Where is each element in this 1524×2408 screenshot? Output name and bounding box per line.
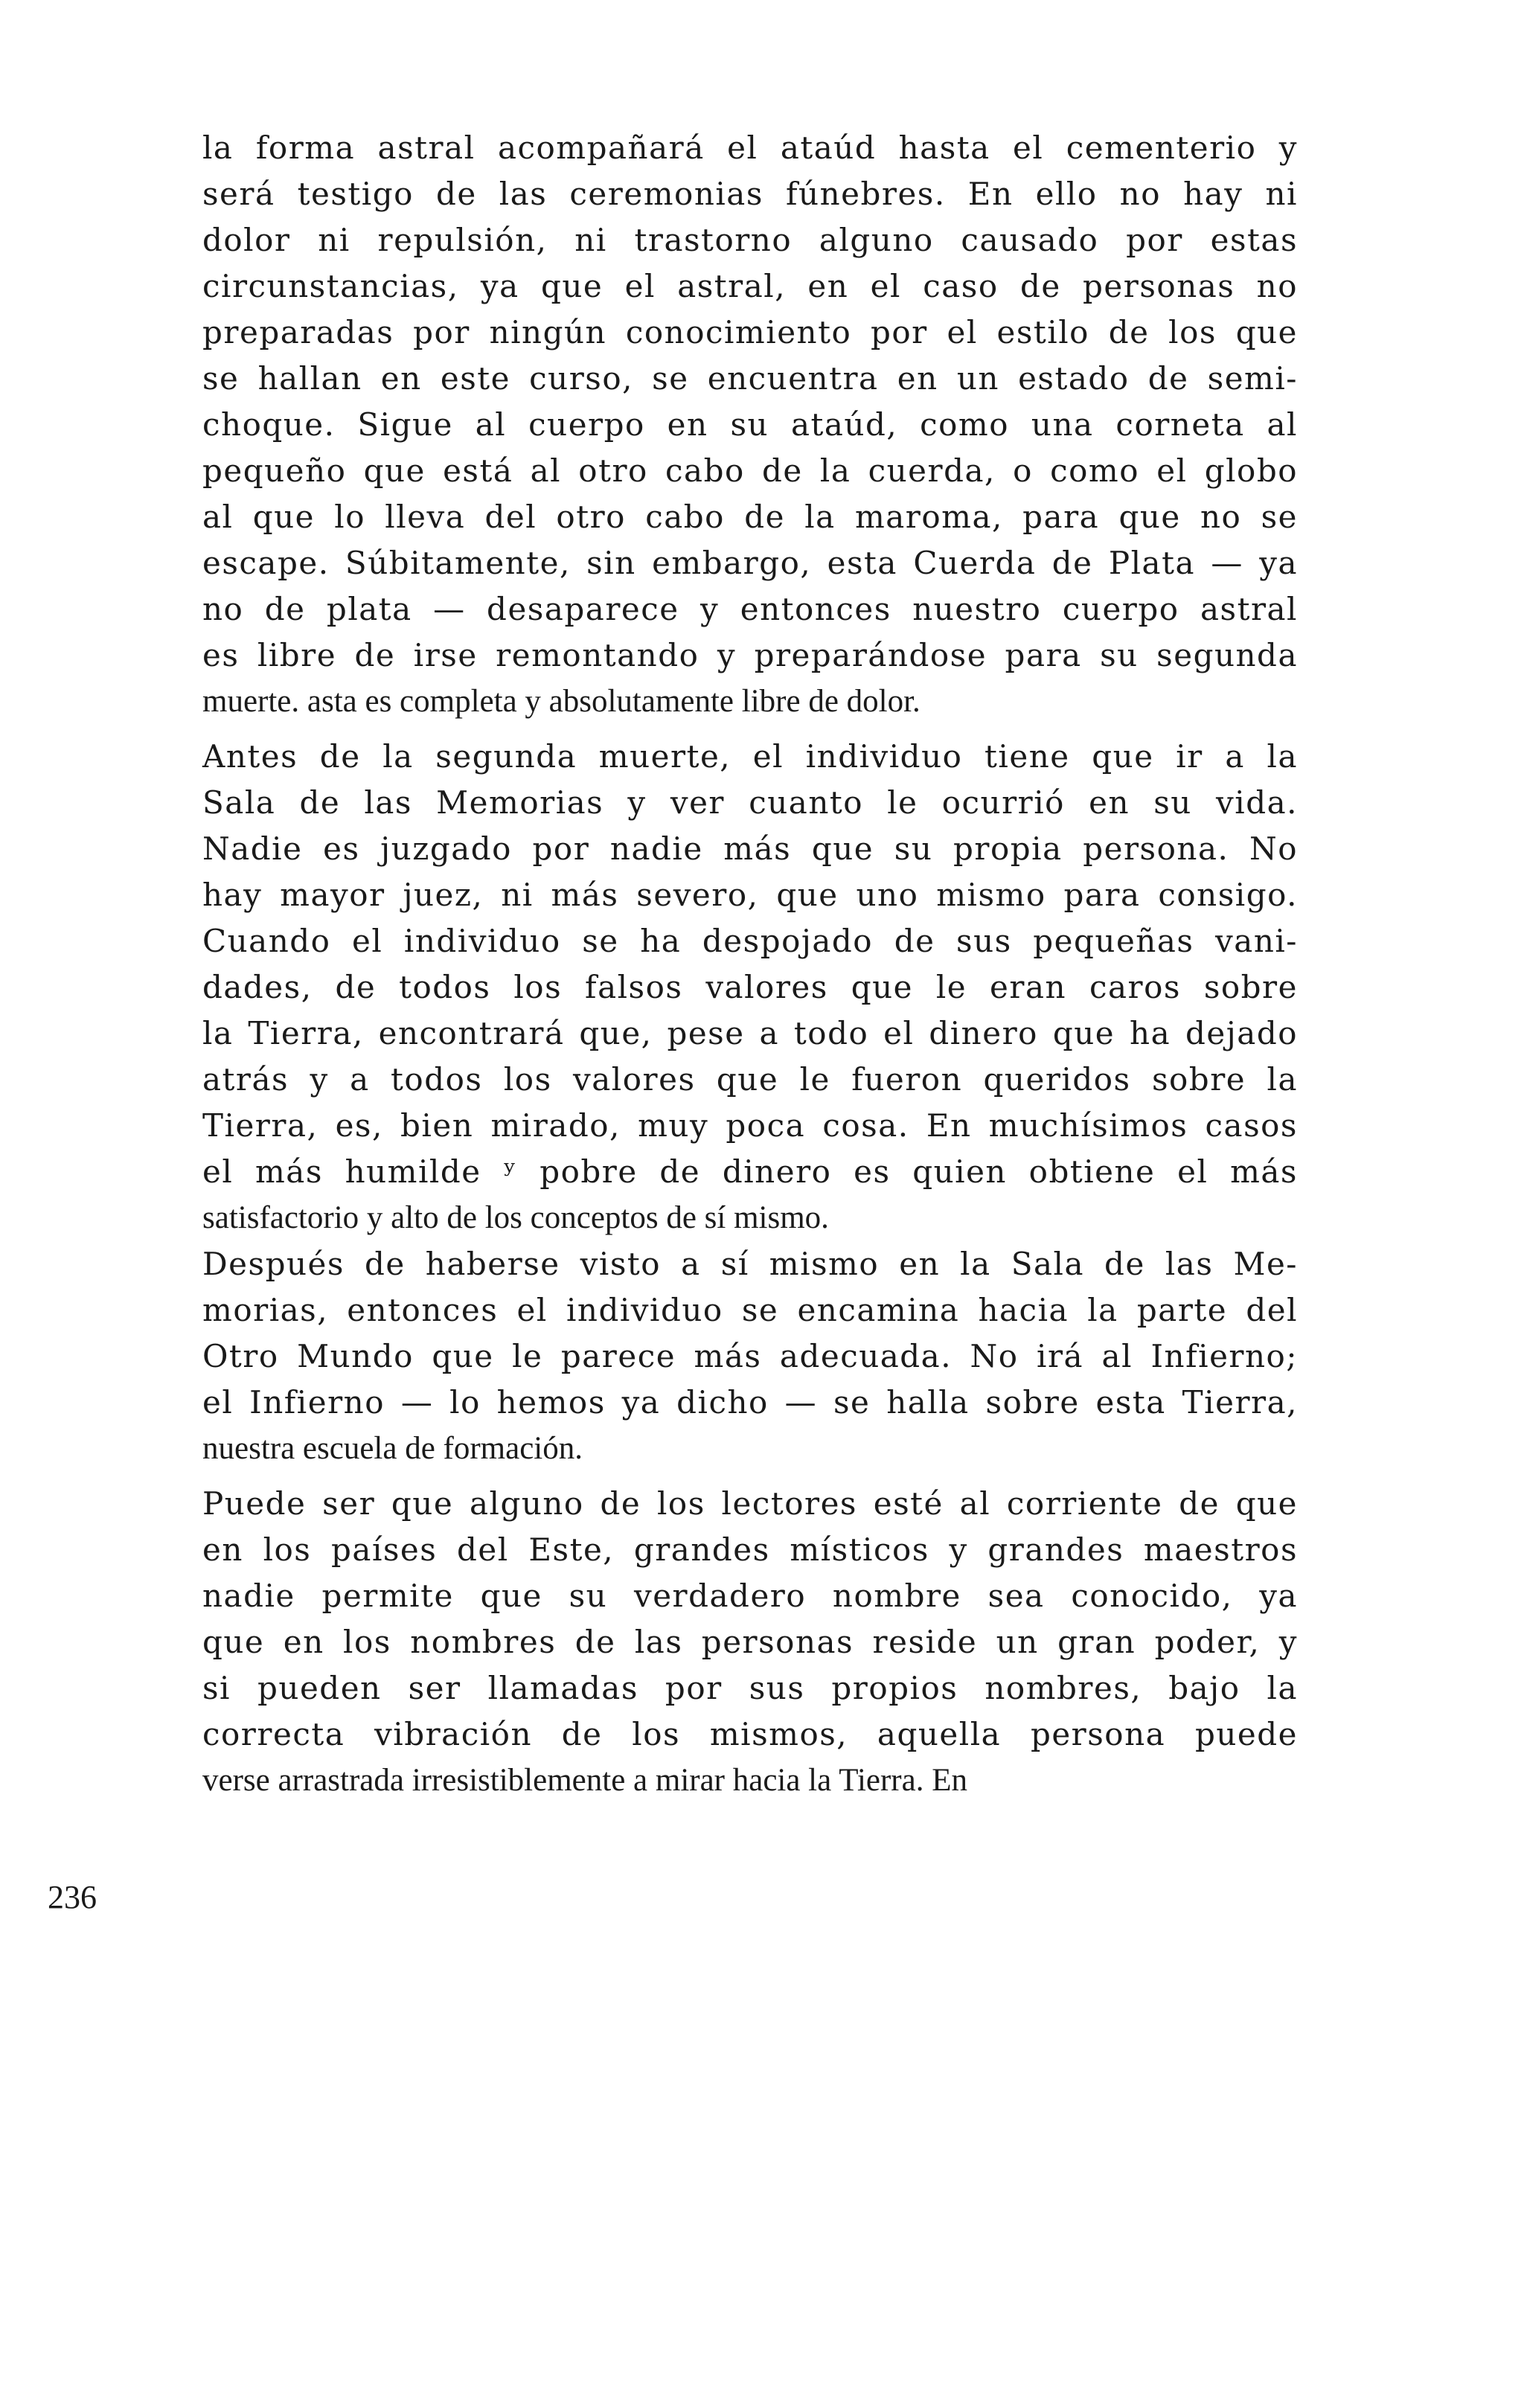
paragraph-2 <box>202 734 1298 1241</box>
text-line: atrás y a todos los valores que le fueron queridos sobre la <box>202 1061 1298 1098</box>
text-line: si pueden ser llamadas por sus propios nombres, bajo la <box>202 1670 1298 1706</box>
paragraph-1 <box>202 125 1298 725</box>
text-line: es libre de irse remontando y preparándose para su segunda <box>202 637 1298 673</box>
text-line: pequeño que está al otro cabo de la cuerda, o como el globo <box>202 452 1298 489</box>
text-line: en los países del Este, grandes místicos y grandes maestros <box>202 1531 1298 1568</box>
page-number: 236 <box>48 1879 97 1915</box>
text-line: satisfactorio y alto de los conceptos de sí mismo. <box>202 1200 829 1235</box>
text-line: dolor ni repulsión, ni trastorno alguno causado por estas <box>202 222 1298 258</box>
paragraph-4 <box>202 1481 1298 1804</box>
text-line: Nadie es juzgado por nadie más que su propia persona. No <box>202 830 1298 867</box>
text-line: Antes de la segunda muerte, el individuo tiene que ir a la <box>202 738 1298 775</box>
text-line: escape. Súbitamente, sin embargo, esta Cuerda de Plata — ya <box>202 545 1298 581</box>
text-line: no de plata — desaparece y entonces nuestro cuerpo astral <box>202 591 1298 627</box>
text-line: Otro Mundo que le parece más adecuada. No irá al Infierno; <box>202 1338 1298 1374</box>
text-line: circunstancias, ya que el astral, en el caso de personas no <box>202 268 1298 304</box>
text-line: correcta vibración de los mismos, aquella persona puede <box>202 1716 1298 1752</box>
text-line: preparadas por ningún conocimiento por el estilo de los que <box>202 314 1298 350</box>
text-line: Cuando el individuo se ha despojado de sus pequeñas vani- <box>202 923 1298 959</box>
text-line: la forma astral acompañará el ataúd hasta el cementerio y <box>202 129 1298 166</box>
text-line: el más humilde ʸ pobre de dinero es quien obtiene el más <box>202 1153 1298 1190</box>
text-line: el Infierno — lo hemos ya dicho — se halla sobre esta Tierra, <box>202 1384 1298 1421</box>
text-line: nadie permite que su verdadero nombre sea conocido, ya <box>202 1578 1298 1614</box>
text-line: verse arrastrada irresistiblemente a mirar hacia la Tierra. En <box>202 1763 967 1798</box>
text-line: dades, de todos los falsos valores que le eran caros sobre <box>202 969 1298 1005</box>
text-line: Tierra, es, bien mirado, muy poca cosa. En muchísimos casos <box>202 1107 1298 1144</box>
text-line: al que lo lleva del otro cabo de la maroma, para que no se <box>202 499 1298 535</box>
body-text <box>202 125 1298 1804</box>
text-line: Puede ser que alguno de los lectores esté al corriente de que <box>202 1485 1298 1522</box>
text-line: morias, entonces el individuo se encamina hacia la parte del <box>202 1292 1298 1328</box>
text-line: hay mayor juez, ni más severo, que uno mismo para consigo. <box>202 877 1298 913</box>
text-line: Después de haberse visto a sí mismo en la Sala de las Me- <box>202 1246 1298 1282</box>
text-line: se hallan en este curso, se encuentra en un estado de semi- <box>202 360 1298 397</box>
text-line: será testigo de las ceremonias fúnebres. En ello no hay ni <box>202 176 1298 212</box>
text-line: Sala de las Memorias y ver cuanto le ocurrió en su vida. <box>202 784 1298 821</box>
text-line: choque. Sigue al cuerpo en su ataúd, como una corneta al <box>202 406 1298 443</box>
paragraph-3 <box>202 1241 1298 1472</box>
text-line: muerte. asta es completa y absolutamente libre de dolor. <box>202 684 921 719</box>
text-line: nuestra escuela de formación. <box>202 1431 583 1466</box>
text-line: que en los nombres de las personas reside un gran poder, y <box>202 1624 1298 1660</box>
text-line: la Tierra, encontrará que, pese a todo el dinero que ha dejado <box>202 1015 1298 1051</box>
